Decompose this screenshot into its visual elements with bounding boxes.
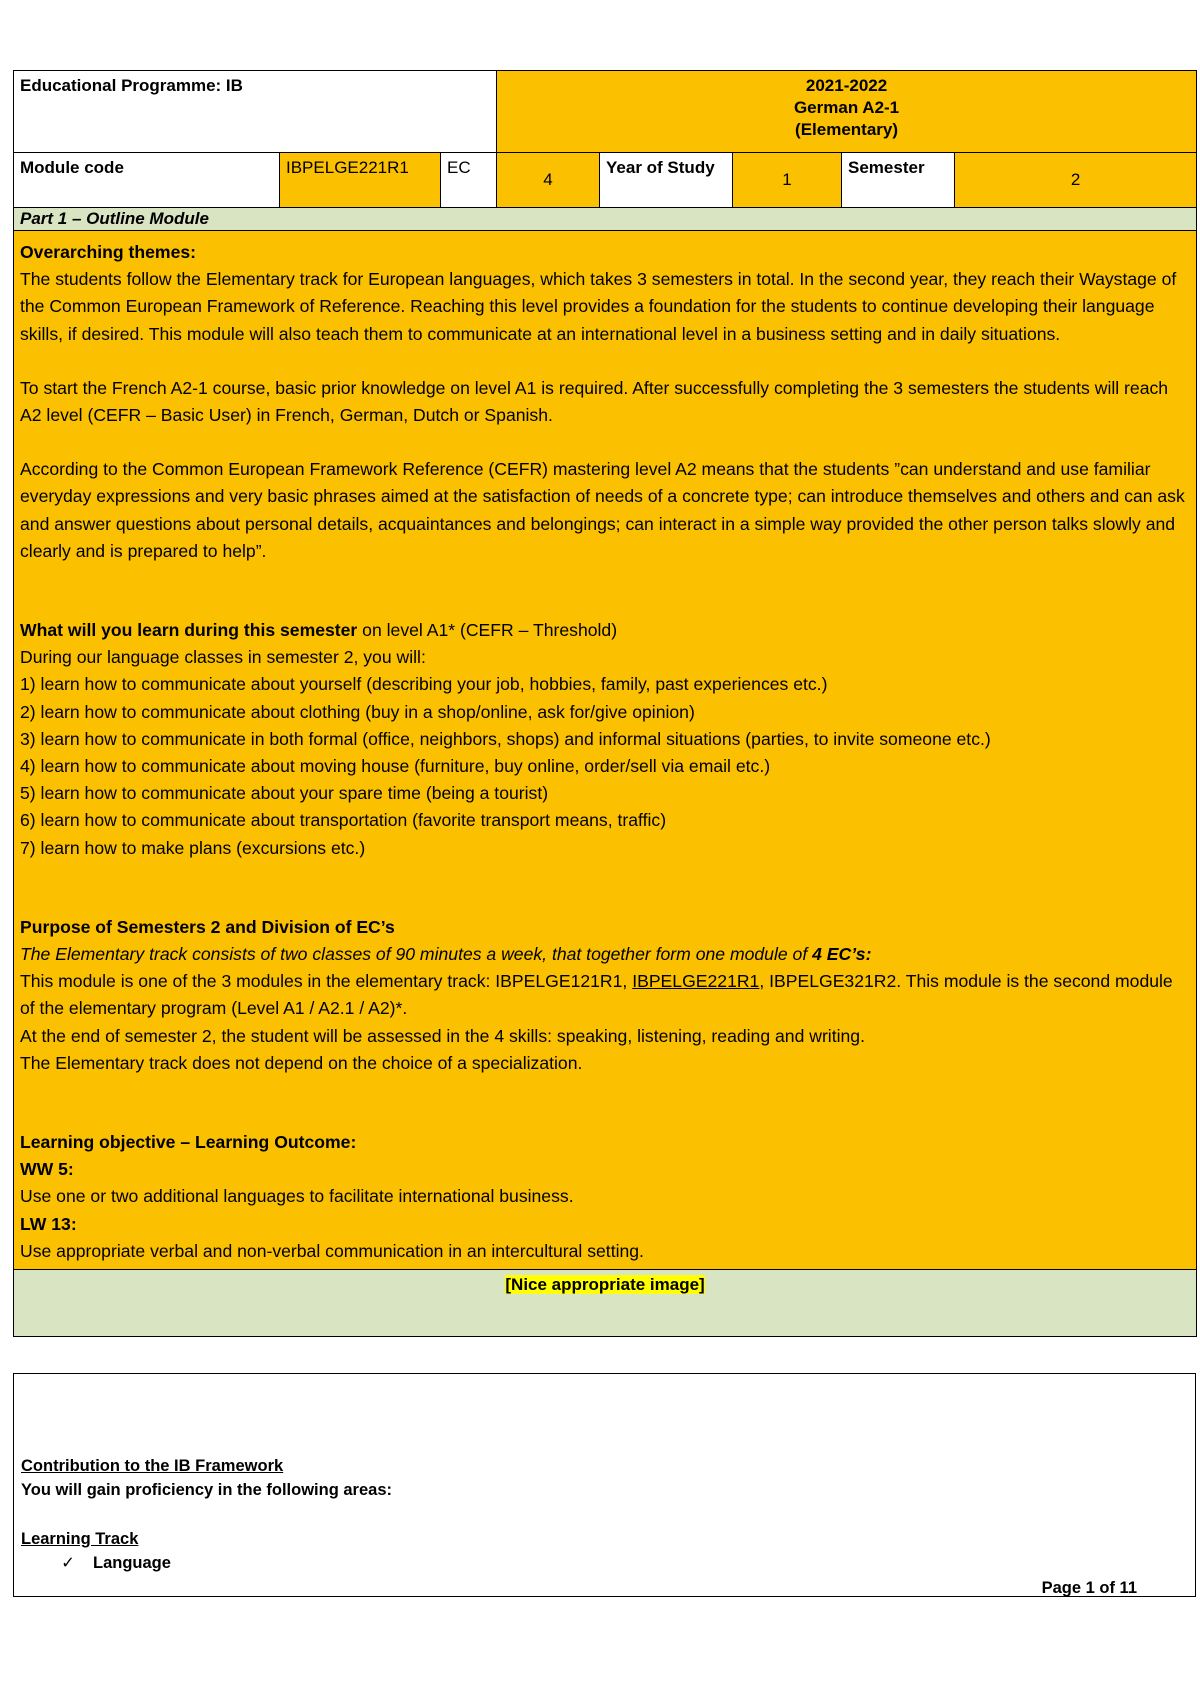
themes-heading: Overarching themes: (20, 242, 196, 262)
module-outline-body (14, 231, 1197, 1270)
learn-heading-bold: What will you learn during this semester (20, 620, 358, 641)
learning-track-heading: Learning Track (21, 1530, 139, 1548)
themes-paragraph-2: To start the French A2-1 course, basic prior knowledge on level A1 is required. After successfully completing the 3 semesters the students will reach A2 level (CEFR – Basic User) in French, German, Dutch or Spanish. (20, 377, 1169, 426)
objective-heading: Learning objective – Learning Outcome: (20, 1132, 357, 1153)
part1-heading: Part 1 – Outline Module (14, 208, 1197, 231)
image-placeholder: [Nice appropriate image] (505, 1275, 705, 1295)
course-title-cell (497, 71, 1197, 153)
course-level: (Elementary) (795, 120, 899, 139)
learn-item: 2) learn how to communicate about clothing (buy in a shop/online, ask for/give opinion) (20, 701, 695, 722)
lw-label: LW 13: (20, 1213, 77, 1234)
learn-item: 4) learn how to communicate about moving house (furniture, buy online, order/sell via email etc.) (20, 756, 771, 777)
academic-year: 2021-2022 (805, 76, 888, 95)
learn-heading-rest: on level A1* (CEFR – Threshold) (357, 620, 618, 641)
ww-label: WW 5: (20, 1159, 74, 1180)
ec-value: 4 (497, 153, 600, 208)
learn-item: 5) learn how to communicate about your spare time (being a tourist) (20, 783, 549, 804)
purpose-line-2: At the end of semester 2, the student will be assessed in the 4 skills: speaking, listening, reading and writing. (20, 1025, 865, 1046)
lw-text: Use appropriate verbal and non-verbal communication in an intercultural setting. (20, 1240, 644, 1261)
purpose-heading: Purpose of Semesters 2 and Division of EC’s (20, 916, 395, 937)
purpose-intro-ec: 4 EC’s: (812, 944, 872, 965)
learning-track-item-label: Language (93, 1554, 171, 1572)
module-table (13, 70, 1197, 1337)
ec-label: EC (441, 153, 497, 208)
image-placeholder-cell (14, 1270, 1197, 1337)
semester-label: Semester (842, 153, 955, 208)
module-code-value: IBPELGE221R1 (280, 153, 441, 208)
purpose-intro-text: The Elementary track consists of two classes of 90 minutes a week, that together form one module of (20, 944, 813, 965)
learn-intro: During our language classes in semester 2, you will: (20, 647, 426, 668)
purpose-line-1-b: , IBPELGE321R2. This module is the second module of the elementary program (Level A1 / A2.1 / A2)*. (20, 971, 1173, 1019)
year-of-study-value: 1 (733, 153, 842, 208)
module-code-label: Module code (14, 153, 280, 208)
framework-box (13, 1373, 1196, 1597)
semester-value: 2 (955, 153, 1197, 208)
module-code-link: IBPELGE221R1 (632, 971, 760, 992)
learn-item: 6) learn how to communicate about transportation (favorite transport means, traffic) (20, 810, 667, 831)
year-of-study-label: Year of Study (600, 153, 733, 208)
checkmark-icon: ✓ (61, 1554, 75, 1572)
learn-item: 1) learn how to communicate about yourself (describing your job, hobbies, family, past experiences etc.) (20, 674, 828, 695)
purpose-line-1 (20, 968, 1190, 1022)
learn-item: 7) learn how to make plans (excursions etc.) (20, 837, 366, 858)
programme-cell: Educational Programme: IB (14, 71, 497, 153)
framework-intro: You will gain proficiency in the following areas: (21, 1481, 392, 1499)
purpose-intro (20, 941, 1190, 968)
themes-paragraph-3: According to the Common European Framework Reference (CEFR) mastering level A2 means that the students ”can understand and use familiar everyday expressions and very basic phrases aimed at the satisfaction of needs of a concrete type; can introduce themselves and others and can ask and answer questions about personal details, acquaintances and belongings; can interact in a simple way provided the other person talks slowly and clearly and is prepared to help”. (20, 459, 1185, 561)
course-name: German A2-1 (793, 98, 900, 117)
ww-text: Use one or two additional languages to facilitate international business. (20, 1186, 574, 1207)
page-number: Page 1 of 11 (1041, 1579, 1137, 1597)
learn-item: 3) learn how to communicate in both formal (office, neighbors, shops) and informal situations (parties, to invite someone etc.) (20, 728, 991, 749)
purpose-line-1-a: This module is one of the 3 modules in the elementary track: IBPELGE121R1, (20, 971, 633, 992)
themes-paragraph-1: The students follow the Elementary track for European languages, which takes 3 semesters in total. In the second year, they reach their Waystage of the Common European Framework of Reference. Reaching this level provides a foundation for the students to continue developing their language skills, if desired. This module will also teach them to communicate at an international level in a business setting and in daily situations. (20, 269, 1177, 344)
framework-heading: Contribution to the IB Framework (21, 1457, 284, 1475)
purpose-line-3: The Elementary track does not depend on the choice of a specialization. (20, 1052, 583, 1073)
learning-track-item (21, 1551, 171, 1576)
learn-heading (20, 617, 1190, 644)
